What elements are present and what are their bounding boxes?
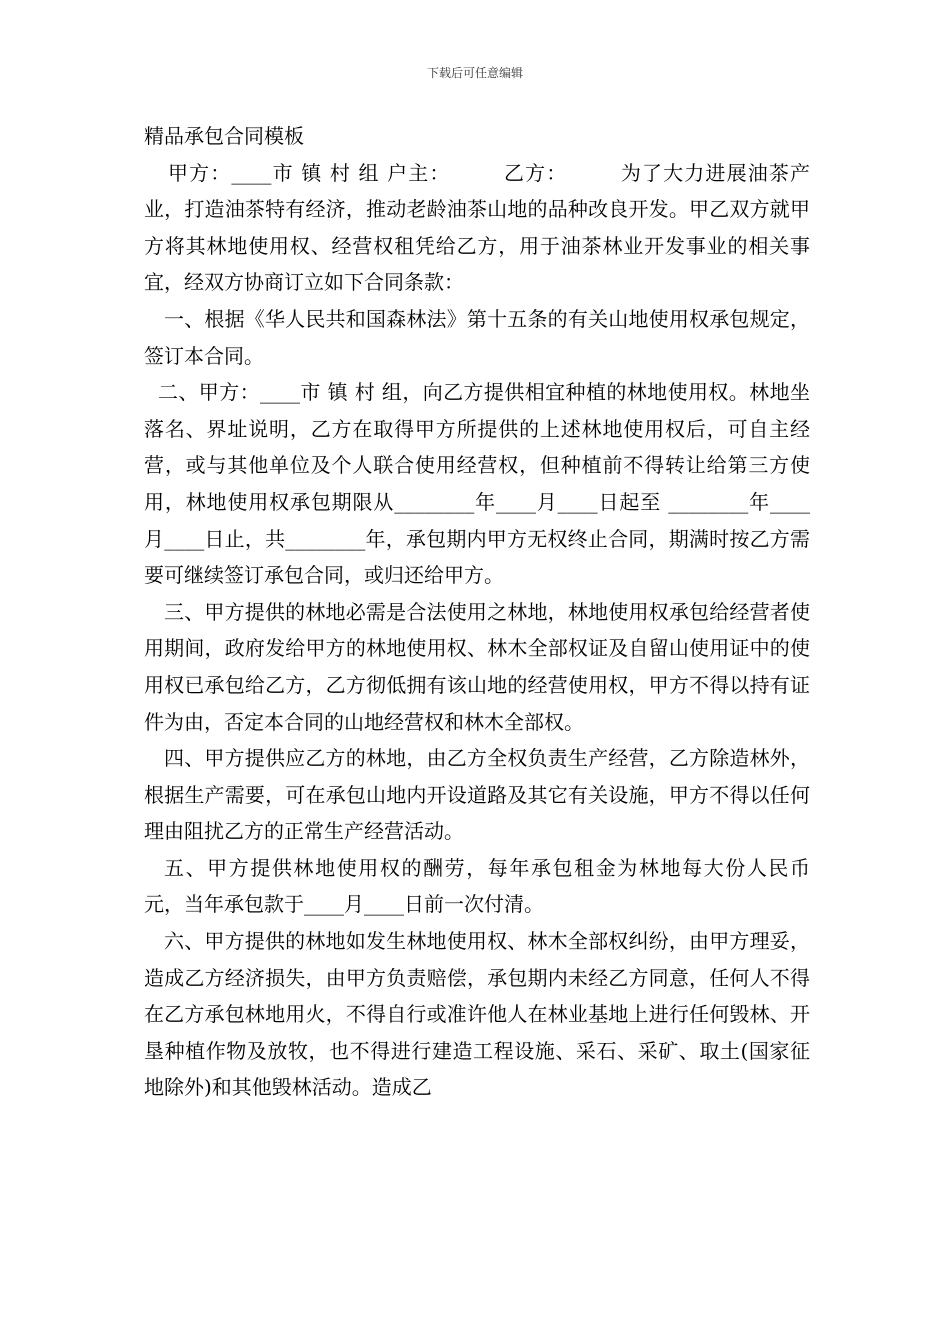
contract-paragraph-4: 四、甲方提供应乙方的林地，由乙方全权负责生产经营，乙方除造林外，根据生产需要，可在承包山地内开设道路及其它有关设施，甲方不得以任何理由阻扰乙方的正常生产经营活动。 (144, 746, 810, 844)
contract-paragraph-intro: 甲方：____市 镇 村 组 户主： 乙方： 为了大力进展油茶产业，打造油茶特有经济，推动老龄油茶山地的品种改良开发。甲乙双方就甲方将其林地使用权、经营权租凭给乙方，用于油茶林业开发事业的相关事宜，经双方协商订立如下合同条款： (144, 160, 810, 295)
contract-paragraph-1: 一、根据《华人民共和国森林法》第十五条的有关山地使用权承包规定，签订本合同。 (144, 306, 810, 368)
contract-paragraph-6: 六、甲方提供的林地如发生林地使用权、林木全部权纠纷，由甲方理妥，造成乙方经济损失，由甲方负责赔偿，承包期内未经乙方同意，任何人不得在乙方承包林地用火，不得自行或准许他人在林业基地上进行任何毁林、开垦种植作物及放牧，也不得进行建造工程设施、采石、采矿、取土(国家征地除外)和其他毁林活动。造成乙 (144, 929, 810, 1100)
document-title: 精品承包合同模板 (144, 124, 304, 148)
contract-paragraph-2: 二、甲方：____市 镇 村 组，向乙方提供相宜种植的林地使用权。林地坐落名、界址说明，乙方在取得甲方所提供的上述林地使用权后，可自主经营，或与其他单位及个人联合使用经营权，但种植前不得转让给第三方使用，林地使用权承包期限从________年____月____日起至 ________年____月____日止，共________年，承包期内甲方无权终止合同，期满时按乙方需要可继续签订承包合同，或归还给甲方。 (144, 380, 810, 588)
contract-paragraph-3: 三、甲方提供的林地必需是合法使用之林地，林地使用权承包给经营者使用期间，政府发给甲方的林地使用权、林木全部权证及自留山使用证中的使用权已承包给乙方，乙方彻低拥有该山地的经营使用权，甲方不得以持有证件为由，否定本合同的山地经营权和林木全部权。 (144, 599, 810, 734)
document-body (144, 118, 810, 1106)
page-header-note: 下载后可任意编辑 (426, 66, 523, 80)
contract-paragraph-5: 五、甲方提供林地使用权的酬劳，每年承包租金为林地每大份人民币 元，当年承包款于____月____日前一次付清。 (144, 855, 810, 917)
